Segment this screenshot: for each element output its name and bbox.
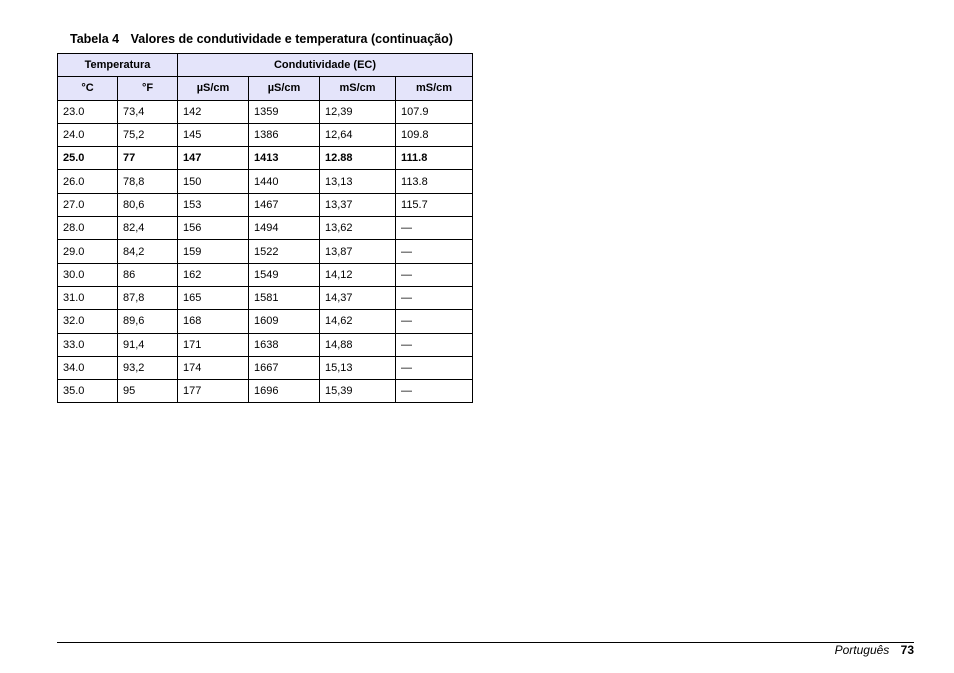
cell-us-cm-1: 145 (178, 123, 249, 146)
table-caption-title: Valores de condutividade e temperatura (continuação) (130, 32, 453, 46)
cell-us-cm-1: 171 (178, 333, 249, 356)
cell-ms-cm-1: 13,62 (320, 217, 396, 240)
conductivity-temperature-table (57, 53, 473, 403)
cell-us-cm-2: 1667 (249, 356, 320, 379)
cell-us-cm-2: 1386 (249, 123, 320, 146)
cell-ms-cm-1: 15,39 (320, 380, 396, 403)
cell-us-cm-2: 1581 (249, 286, 320, 309)
table-row (58, 380, 473, 403)
cell-ms-cm-2: — (396, 356, 473, 379)
cell-fahrenheit: 78,8 (118, 170, 178, 193)
cell-ms-cm-2: 107.9 (396, 100, 473, 123)
cell-celsius: 27.0 (58, 193, 118, 216)
cell-fahrenheit: 82,4 (118, 217, 178, 240)
cell-ms-cm-2: — (396, 217, 473, 240)
cell-ms-cm-2: — (396, 263, 473, 286)
cell-us-cm-1: 174 (178, 356, 249, 379)
cell-celsius: 32.0 (58, 310, 118, 333)
table-row (58, 356, 473, 379)
cell-ms-cm-2: 115.7 (396, 193, 473, 216)
header-temperature: Temperatura (58, 54, 178, 77)
cell-fahrenheit: 95 (118, 380, 178, 403)
cell-celsius: 34.0 (58, 356, 118, 379)
cell-celsius: 23.0 (58, 100, 118, 123)
table-row (58, 123, 473, 146)
cell-fahrenheit: 91,4 (118, 333, 178, 356)
cell-celsius: 33.0 (58, 333, 118, 356)
cell-ms-cm-1: 12,39 (320, 100, 396, 123)
cell-us-cm-1: 168 (178, 310, 249, 333)
cell-celsius: 30.0 (58, 263, 118, 286)
table-caption-label: Tabela 4 (70, 32, 120, 46)
cell-ms-cm-2: — (396, 240, 473, 263)
cell-ms-cm-1: 14,88 (320, 333, 396, 356)
cell-celsius: 25.0 (58, 147, 118, 170)
cell-celsius: 24.0 (58, 123, 118, 146)
cell-ms-cm-1: 13,13 (320, 170, 396, 193)
cell-celsius: 35.0 (58, 380, 118, 403)
cell-ms-cm-1: 14,12 (320, 263, 396, 286)
table-caption (70, 32, 453, 46)
cell-celsius: 29.0 (58, 240, 118, 263)
cell-fahrenheit: 73,4 (118, 100, 178, 123)
cell-us-cm-1: 156 (178, 217, 249, 240)
cell-ms-cm-1: 14,37 (320, 286, 396, 309)
cell-ms-cm-2: 111.8 (396, 147, 473, 170)
cell-us-cm-2: 1638 (249, 333, 320, 356)
header-celsius: °C (58, 77, 118, 100)
cell-fahrenheit: 75,2 (118, 123, 178, 146)
cell-us-cm-1: 159 (178, 240, 249, 263)
cell-us-cm-2: 1494 (249, 217, 320, 240)
cell-fahrenheit: 80,6 (118, 193, 178, 216)
cell-fahrenheit: 86 (118, 263, 178, 286)
cell-ms-cm-1: 12.88 (320, 147, 396, 170)
header-us-cm: µS/cm (249, 77, 320, 100)
cell-celsius: 28.0 (58, 217, 118, 240)
table-row (58, 333, 473, 356)
page-number: 73 (900, 643, 914, 657)
cell-ms-cm-2: — (396, 333, 473, 356)
table-row (58, 170, 473, 193)
page-footer (835, 643, 914, 657)
cell-fahrenheit: 89,6 (118, 310, 178, 333)
header-ms-cm: mS/cm (320, 77, 396, 100)
cell-celsius: 31.0 (58, 286, 118, 309)
table-row (58, 100, 473, 123)
cell-us-cm-1: 177 (178, 380, 249, 403)
table-body (58, 100, 473, 403)
header-ms-cm: mS/cm (396, 77, 473, 100)
cell-ms-cm-2: — (396, 380, 473, 403)
cell-us-cm-2: 1440 (249, 170, 320, 193)
cell-ms-cm-1: 12,64 (320, 123, 396, 146)
cell-fahrenheit: 87,8 (118, 286, 178, 309)
cell-fahrenheit: 77 (118, 147, 178, 170)
group-header-row (58, 54, 473, 77)
cell-us-cm-2: 1696 (249, 380, 320, 403)
cell-us-cm-2: 1609 (249, 310, 320, 333)
cell-celsius: 26.0 (58, 170, 118, 193)
cell-us-cm-2: 1467 (249, 193, 320, 216)
cell-us-cm-1: 150 (178, 170, 249, 193)
unit-header-row (58, 77, 473, 100)
header-conductivity: Condutividade (EC) (178, 54, 473, 77)
cell-us-cm-1: 147 (178, 147, 249, 170)
header-fahrenheit: °F (118, 77, 178, 100)
table-row (58, 147, 473, 170)
cell-us-cm-2: 1522 (249, 240, 320, 263)
table-row (58, 217, 473, 240)
footer-divider (57, 642, 914, 643)
cell-ms-cm-2: 113.8 (396, 170, 473, 193)
cell-us-cm-2: 1359 (249, 100, 320, 123)
cell-us-cm-2: 1413 (249, 147, 320, 170)
cell-ms-cm-1: 13,37 (320, 193, 396, 216)
table-row (58, 240, 473, 263)
cell-us-cm-1: 153 (178, 193, 249, 216)
table-row (58, 193, 473, 216)
cell-ms-cm-1: 15,13 (320, 356, 396, 379)
header-us-cm: µS/cm (178, 77, 249, 100)
cell-ms-cm-1: 14,62 (320, 310, 396, 333)
cell-fahrenheit: 93,2 (118, 356, 178, 379)
footer-language: Português (834, 643, 890, 657)
cell-us-cm-1: 142 (178, 100, 249, 123)
cell-ms-cm-2: — (396, 286, 473, 309)
table-row (58, 286, 473, 309)
cell-fahrenheit: 84,2 (118, 240, 178, 263)
cell-us-cm-1: 162 (178, 263, 249, 286)
cell-ms-cm-2: — (396, 310, 473, 333)
cell-ms-cm-2: 109.8 (396, 123, 473, 146)
cell-us-cm-1: 165 (178, 286, 249, 309)
table-row (58, 310, 473, 333)
cell-ms-cm-1: 13,87 (320, 240, 396, 263)
table-row (58, 263, 473, 286)
cell-us-cm-2: 1549 (249, 263, 320, 286)
